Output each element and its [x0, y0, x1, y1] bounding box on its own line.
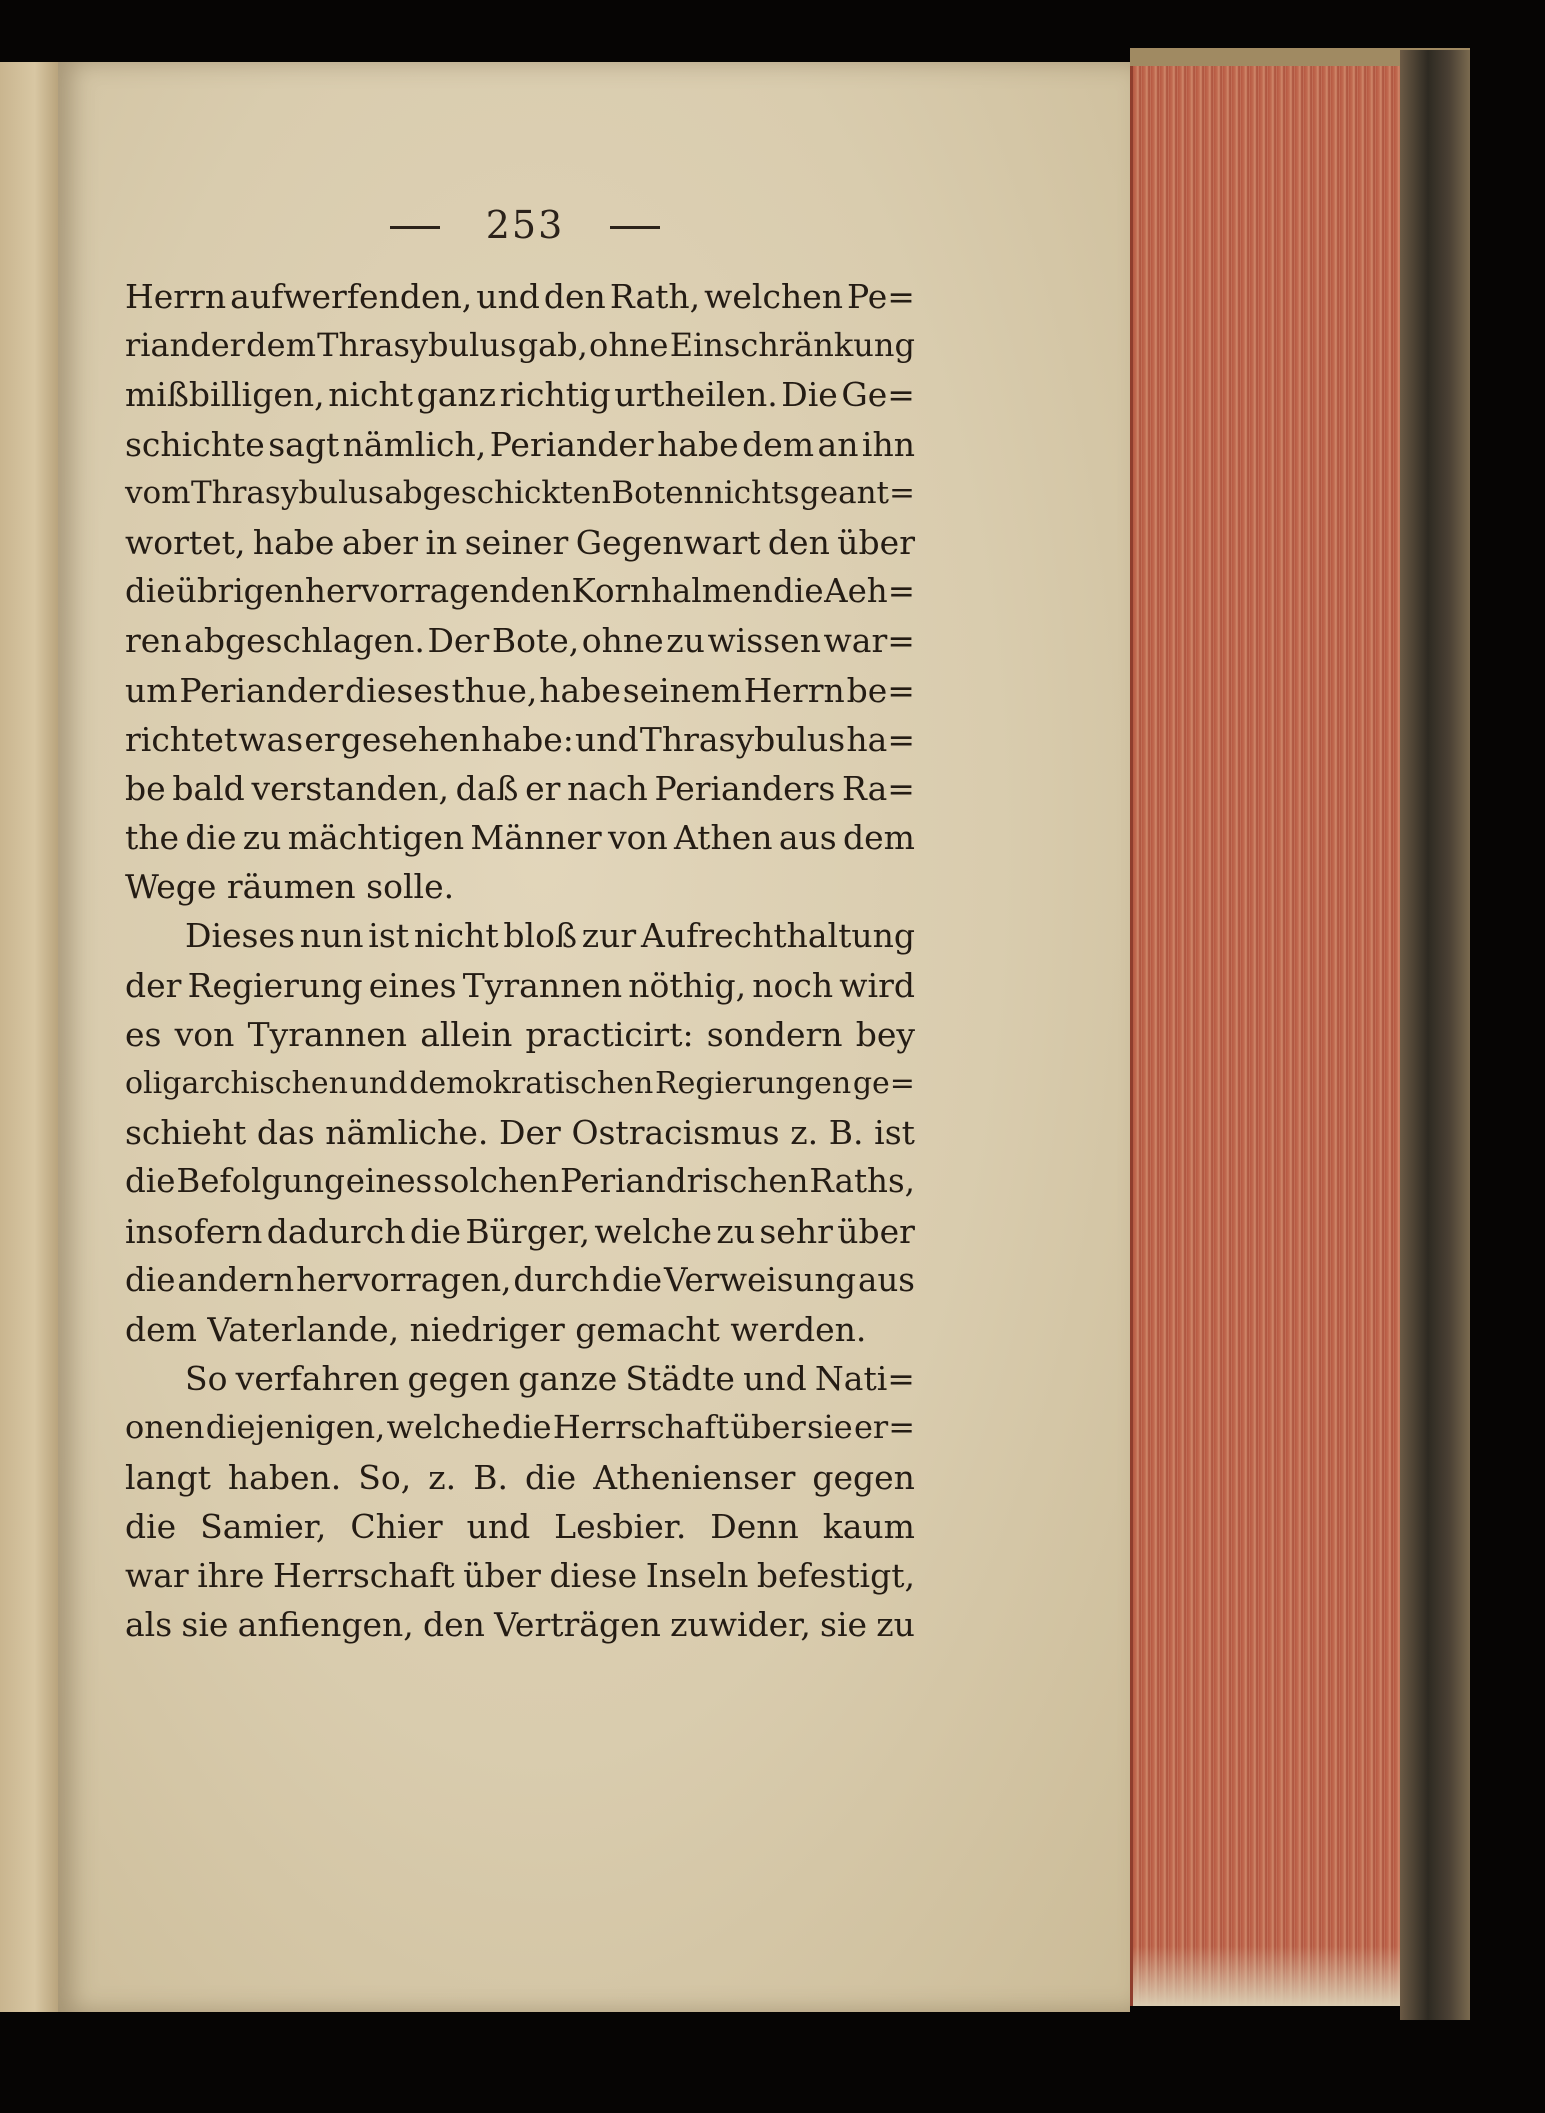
text-line: oligarchischen und demokratischen Regierungen ge= [125, 1066, 915, 1101]
text-line: die Befolgung eines solchen Periandrischen Raths, [125, 1162, 915, 1201]
text-line: die Samier, Chier und Lesbier. Denn kaum [125, 1506, 915, 1546]
text-line: dem Vaterlande, niedriger gemacht werden. [125, 1309, 867, 1349]
text-line: der Regierung eines Tyrannen nöthig, noch wird [125, 965, 915, 1005]
text-line: wortet, habe aber in seiner Gegenwart den über [125, 522, 915, 562]
text-line: mißbilligen, nicht ganz richtig urtheilen. Die Ge= [125, 375, 915, 415]
text-line: onen diejenigen, welche die Herrschaft über sie er= [125, 1408, 915, 1447]
text-line: es von Tyrannen allein practicirt: sondern bey [125, 1014, 915, 1054]
header-dash-right [610, 226, 660, 229]
book-cover-edge [1400, 50, 1470, 2020]
page-block-edges [1130, 66, 1403, 2006]
text-line: So verfahren gegen ganze Städte und Nati= [185, 1359, 915, 1399]
body-text [125, 272, 915, 1649]
text-line: Wege räumen solle. [125, 867, 455, 907]
text-line: richtet was er gesehen habe: und Thrasybulus ha= [125, 719, 915, 759]
text-line: schichte sagt nämlich, Periander habe dem an ihn [125, 424, 915, 464]
text-line: als sie anfiengen, den Verträgen zuwider, sie zu [125, 1605, 915, 1645]
text-line: war ihre Herrschaft über diese Inseln befestigt, [125, 1555, 915, 1595]
text-line: Herrn aufwerfenden, und den Rath, welchen Pe= [125, 277, 915, 316]
page-header [390, 200, 660, 250]
text-line: vom Thrasybulus abgeschickten Boten nichts geant= [125, 474, 915, 511]
text-line: ren abgeschlagen. Der Bote, ohne zu wissen war= [125, 621, 915, 661]
text-line: die übrigen hervorragenden Kornhalmen die Aeh= [125, 572, 915, 611]
text-line: schieht das nämliche. Der Ostracismus z. B. ist [125, 1113, 915, 1153]
text-line: insofern dadurch die Bürger, welche zu sehr über [125, 1211, 915, 1251]
text-line: um Periander dieses thue, habe seinem Herrn be= [125, 670, 915, 710]
text-line: langt haben. So, z. B. die Athenienser gegen [125, 1457, 915, 1497]
facing-page-edge [0, 62, 60, 2012]
text-line: be bald verstanden, daß er nach Perianders Ra= [125, 768, 915, 808]
header-dash-left [390, 226, 440, 229]
page-number: 253 [485, 203, 565, 247]
text-line: riander dem Thrasybulus gab, ohne Einschränkung [125, 326, 915, 365]
text-line: the die zu mächtigen Männer von Athen aus dem [125, 818, 915, 858]
text-line: die andern hervorragen, durch die Verweisung aus [125, 1260, 915, 1299]
text-line: Dieses nun ist nicht bloß zur Aufrechthaltung [185, 916, 915, 956]
